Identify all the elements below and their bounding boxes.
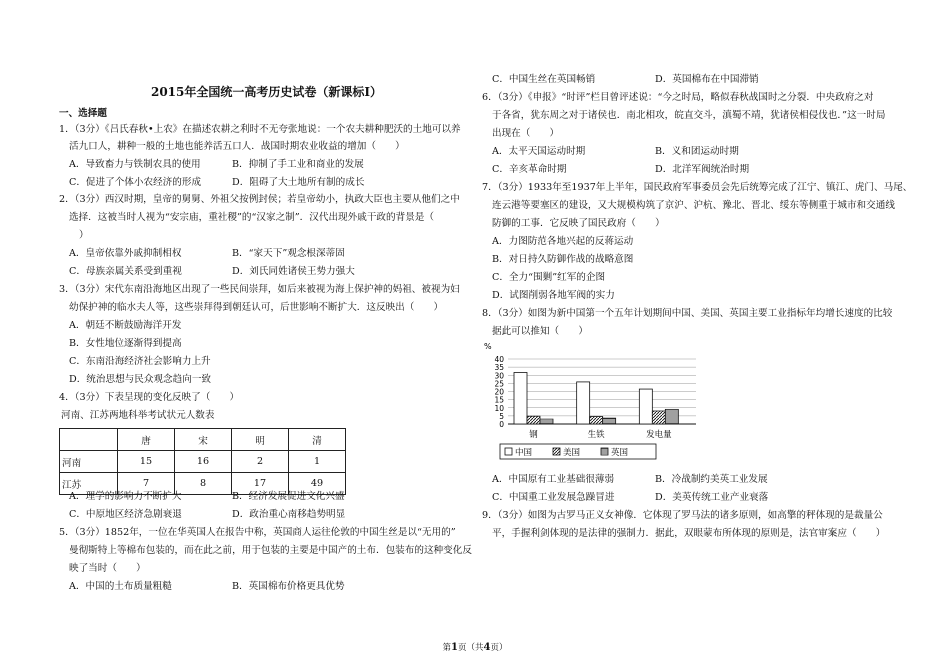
- q2-line-3: ）: [79, 230, 89, 241]
- y-tick-label: 30: [494, 371, 504, 381]
- q5-line-2: 曼彻斯特上等棉布包装的，而在此之前，用于包装的主要是中国产的土布．包装布的这种变化反: [69, 545, 472, 556]
- bar-英国-生铁: [603, 418, 616, 424]
- q2-line-2: 选择．这被当时人视为“安宗庙，重社稷”的“汉家之制”．汉代出现外戚干政的背景是（: [69, 212, 434, 223]
- table-row: [60, 451, 346, 473]
- q7-line-3: 防御的工事．它反映了国民政府（ ）: [492, 218, 665, 229]
- page-footer: [0, 641, 950, 653]
- table-cell: 2: [232, 451, 289, 473]
- table-header-cell: 明: [232, 429, 289, 451]
- q1-line-2: 活九口人，耕种一般的土地也能养活五口人．战国时期农业收益的增加（ ）: [69, 141, 405, 152]
- footer-prefix: 第: [442, 643, 452, 653]
- q6-option-c[interactable]: C．辛亥革命时期: [492, 164, 567, 175]
- q1-line-1: 1．（3分）《吕氏春秋•上农》在描述农耕之利时不无夸张地说：一个农夫耕种肥沃的土地可以养: [59, 124, 461, 135]
- bar-中国-发电量: [639, 389, 652, 424]
- q4-option-b[interactable]: B．经济发展促进文化兴盛: [232, 491, 345, 502]
- bar-英国-发电量: [665, 409, 678, 424]
- q9-line-1: 9．（3分）如图为古罗马正义女神像．它体现了罗马法的诸多原则，如高擎的秤体现的是裁量公: [482, 510, 883, 521]
- q3-option-c[interactable]: C．东南沿海经济社会影响力上升: [69, 356, 211, 367]
- q8-option-b[interactable]: B．冷战制约美英工业发展: [655, 474, 768, 485]
- table-cell: 7: [118, 473, 175, 495]
- legend-swatch: [505, 448, 512, 455]
- q5-line-1: 5．（3分）1852年，一位在华英国人在报告中称，英国商人运往伦敦的中国生丝是以“无用的”: [59, 527, 456, 538]
- footer-middle: 页（共: [457, 643, 484, 653]
- bar-美国-发电量: [652, 411, 665, 424]
- q8-option-c[interactable]: C．中国重工业发展急躁冒进: [492, 492, 615, 503]
- q7-option-b[interactable]: B．对日持久防御作战的战略意图: [492, 254, 634, 265]
- q2-option-c[interactable]: C．母族亲属关系受到重视: [69, 266, 182, 277]
- q8-option-a[interactable]: A．中国原有工业基础很薄弱: [492, 474, 615, 485]
- q8-option-d[interactable]: D．美英传统工业产业衰落: [655, 492, 769, 503]
- table-header-cell: 唐: [118, 429, 175, 451]
- q5-option-c[interactable]: C．中国生丝在英国畅销: [492, 74, 596, 85]
- q7-option-a[interactable]: A．力图防范各地兴起的反蒋运动: [492, 236, 634, 247]
- table-header-row: [60, 429, 346, 451]
- q8-line-2: 据此可以推知（ ）: [492, 326, 588, 337]
- q3-line-2: 幼保护神的临水夫人等，这些崇拜得到朝廷认可，后世影响不断扩大．这反映出（ ）: [69, 302, 444, 313]
- q4-table: [59, 428, 346, 495]
- q7-line-2: 连云港等要塞区的建设，又大规模构筑了京沪、沪杭、豫北、晋北、绥东等侧重于城市和交通线: [492, 200, 895, 211]
- bar-中国-生铁: [577, 382, 590, 424]
- y-tick-label: 10: [494, 403, 504, 413]
- legend-swatch: [553, 448, 560, 455]
- q7-option-c[interactable]: C．全力“围剿”红军的企图: [492, 272, 606, 283]
- q2-line-1: 2．（3分）西汉时期，皇帝的舅舅、外祖父按例封侯；若皇帝幼小，执政大臣也主要从他们之中: [59, 194, 460, 205]
- table-cell: 15: [118, 451, 175, 473]
- q8-bar-chart: [482, 340, 732, 466]
- q2-option-b[interactable]: B．“家天下”观念根深蒂固: [232, 248, 345, 259]
- q8-line-1: 8．（3分）如图为新中国第一个五年计划期间中国、美国、英国主要工业指标年均增长速度的比较: [482, 308, 893, 319]
- table-cell: 1: [289, 451, 346, 473]
- q4-option-d[interactable]: D．政治重心南移趋势明显: [232, 509, 346, 520]
- q6-option-a[interactable]: A．太平天国运动时期: [492, 146, 586, 157]
- paper-title: 2015年全国统一高考历史试卷（新课标Ⅰ）: [150, 85, 382, 99]
- q1-option-d[interactable]: D．阻碍了大土地所有制的成长: [232, 177, 365, 188]
- q5-option-a[interactable]: A．中国的土布质量粗糙: [69, 581, 172, 592]
- legend-label: 英国: [611, 448, 629, 458]
- legend-swatch: [601, 448, 608, 455]
- bar-中国-钢: [514, 372, 527, 424]
- q7-line-1: 7．（3分）1933年至1937年上半年，国民政府军事委员会先后统筹完成了江宁、镇江、虎门、马尾、: [482, 182, 913, 193]
- table-header-cell: [60, 429, 118, 451]
- x-tick-label: 发电量: [646, 430, 672, 440]
- footer-page-number: 1: [451, 642, 458, 653]
- legend-label: 美国: [563, 448, 581, 458]
- q5-option-b[interactable]: B．英国棉布价格更具优势: [232, 581, 345, 592]
- bar-英国-钢: [540, 419, 553, 424]
- q1-option-c[interactable]: C．促进了个体小农经济的形成: [69, 177, 202, 188]
- bar-美国-生铁: [590, 417, 603, 424]
- x-tick-label: 钢: [529, 430, 538, 440]
- table-cell: 8: [175, 473, 232, 495]
- q5-option-d[interactable]: D．英国棉布在中国滞销: [655, 74, 759, 85]
- y-tick-label: 0: [499, 420, 504, 429]
- table-header-cell: 清: [289, 429, 346, 451]
- table-header-cell: 宋: [175, 429, 232, 451]
- y-tick-label: 35: [494, 363, 504, 373]
- table-cell: 16: [175, 451, 232, 473]
- q5-line-3: 映了当时（ ）: [69, 563, 146, 574]
- q1-option-b[interactable]: B．抑制了手工业和商业的发展: [232, 159, 364, 170]
- y-tick-label: 25: [494, 379, 504, 389]
- section-heading: 一、选择题: [59, 108, 107, 119]
- q6-option-b[interactable]: B．义和团运动时期: [655, 146, 739, 157]
- q6-line-1: 6．（3分）《申报》“时评”栏目曾评述说：“今之时局，略似春秋战国时之分裂．中央政府之对: [482, 92, 874, 103]
- q6-line-2: 于各省，犹东周之对于诸侯也．南北相攻，皖直交斗，滇蜀不靖，犹诸侯相侵伐也．”这一时局: [492, 110, 886, 121]
- q3-line-1: 3．（3分）宋代东南沿海地区出现了一些民间崇拜，如后来被视为海上保护神的妈祖、被视为妇: [59, 284, 460, 295]
- footer-suffix: 页）: [490, 643, 508, 653]
- q4-option-a[interactable]: A．理学的影响力不断扩大: [69, 491, 182, 502]
- q4-line-1: 4．（3分）下表呈现的变化反映了（ ）: [59, 392, 240, 403]
- y-tick-label: 20: [494, 387, 504, 397]
- x-tick-label: 生铁: [587, 430, 605, 440]
- q7-option-d[interactable]: D．试图削弱各地军阀的实力: [492, 290, 615, 301]
- q3-option-b[interactable]: B．女性地位逐渐得到提高: [69, 338, 182, 349]
- table-cell: 江苏: [60, 473, 118, 495]
- q9-line-2: 平，手握利剑体现的是法律的强制力．据此，双眼蒙布所体现的原则是，法官审案应（ ）: [492, 528, 886, 539]
- q3-option-d[interactable]: D．统治思想与民众观念趋向一致: [69, 374, 212, 385]
- q6-line-3: 出现在（ ）: [492, 128, 560, 139]
- q4-table-caption: 河南、江苏两地科举考试状元人数表: [61, 410, 215, 421]
- y-tick-label: 15: [494, 395, 504, 405]
- q2-option-d[interactable]: D．刘氏同姓诸侯王势力强大: [232, 266, 355, 277]
- y-tick-label: 5: [499, 411, 504, 421]
- y-tick-label: 40: [494, 355, 504, 364]
- table-cell: 河南: [60, 451, 118, 473]
- table-cell: 17: [232, 473, 289, 495]
- q1-option-a[interactable]: A．导致畜力与铁制农具的使用: [69, 159, 201, 170]
- legend-label: 中国: [515, 448, 533, 458]
- q4-option-c[interactable]: C．中原地区经济急剧衰退: [69, 509, 182, 520]
- q6-option-d[interactable]: D．北洋军阀统治时期: [655, 164, 750, 175]
- y-axis-label: %: [484, 342, 492, 351]
- table-cell: 49: [289, 473, 346, 495]
- q2-option-a[interactable]: A．皇帝依靠外戚抑制相权: [69, 248, 182, 259]
- q3-option-a[interactable]: A．朝廷不断鼓励海洋开发: [69, 320, 182, 331]
- footer-total-pages: 4: [483, 642, 491, 653]
- bar-美国-钢: [527, 416, 540, 424]
